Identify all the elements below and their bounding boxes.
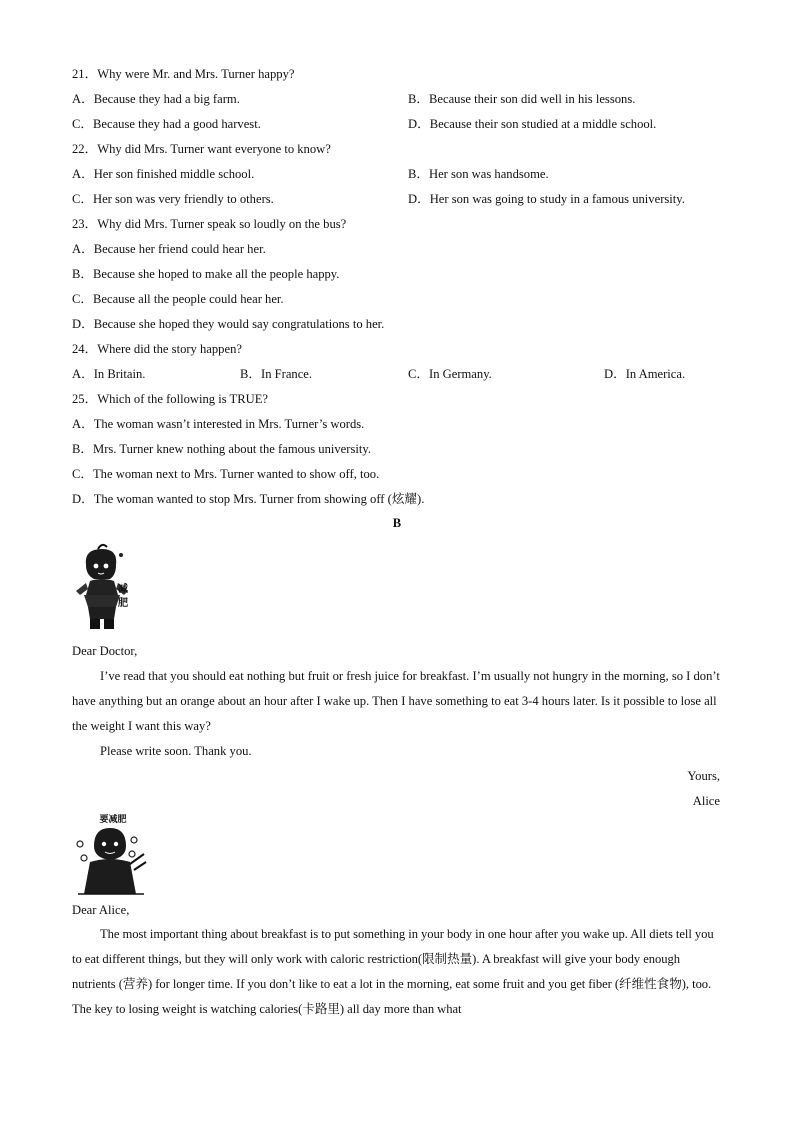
question-24-option-c: C．In Germany.	[408, 367, 492, 381]
dieting-caption: 减肥	[118, 584, 128, 609]
question-23-option-a: A．Because her friend could hear her.	[72, 242, 266, 256]
question-22-option-b: B．Her son was handsome.	[408, 167, 549, 181]
question-23-option-b: B．Because she hoped to make all the people happy.	[72, 267, 340, 281]
question-21-option-a: A．Because they had a big farm.	[72, 92, 240, 106]
letter1-greeting: Dear Doctor,	[72, 644, 138, 658]
question-22-option-d: D．Her son was going to study in a famous university.	[408, 192, 685, 206]
question-22-option-a: A．Her son finished middle school.	[72, 167, 255, 181]
question-24-option-a: A．In Britain.	[72, 367, 146, 381]
question-24-option-b: B．In France.	[240, 367, 313, 381]
question-22-option-c: C．Her son was very friendly to others.	[72, 192, 274, 206]
question-21-stem: 21．Why were Mr. and Mrs. Turner happy?	[72, 67, 295, 81]
letter2-greeting: Dear Alice,	[72, 903, 130, 917]
section-label: B	[392, 516, 402, 530]
question-25-stem: 25．Which of the following is TRUE?	[72, 392, 268, 406]
question-22-stem: 22．Why did Mrs. Turner want everyone to know?	[72, 142, 331, 156]
question-24-stem: 24．Where did the story happen?	[72, 342, 242, 356]
dieting-girl-illustration	[72, 543, 134, 633]
question-23-stem: 23．Why did Mrs. Turner speak so loudly on the bus?	[72, 217, 347, 231]
question-21-option-c: C．Because they had a good harvest.	[72, 117, 261, 131]
letter1-closing: Please write soon. Thank you.	[100, 744, 252, 758]
question-25-option-a: A．The woman wasn’t interested in Mrs. Turner’s words.	[72, 417, 365, 431]
question-24-option-d: D．In America.	[604, 367, 686, 381]
letter1-signoff: Yours,	[687, 769, 720, 783]
doctor-caption: 要减肥	[99, 815, 127, 825]
question-21-option-d: D．Because their son studied at a middle school.	[408, 117, 657, 131]
question-25-option-d: D．The woman wanted to stop Mrs. Turner from showing off (炫耀).	[72, 492, 425, 506]
letter1-signature: Alice	[692, 794, 720, 808]
letter2-body: The most important thing about breakfast is to put something in your body in one hour after you wake up. All diets tell you to eat different things, but they will only work with caloric restriction(限制热量). A breakfast will give your body enough nutrients (营养) for longer time. If you don’t like to eat a lot in the morning, eat some fruit and you get fiber (纤维性食物), too. The key to losing weight is watching calories(卡路里) all day more than what	[72, 927, 714, 1016]
question-23-option-c: C．Because all the people could hear her.	[72, 292, 284, 306]
question-25-option-c: C．The woman next to Mrs. Turner wanted to show off, too.	[72, 467, 380, 481]
question-21-option-b: B．Because their son did well in his lessons.	[408, 92, 636, 106]
doctor-illustration	[74, 814, 148, 898]
question-23-option-d: D．Because she hoped they would say congratulations to her.	[72, 317, 385, 331]
question-25-option-b: B．Mrs. Turner knew nothing about the famous university.	[72, 442, 371, 456]
letter1-body: I’ve read that you should eat nothing but fruit or fresh juice for breakfast. I’m usually not hungry in the morning, so I don’t have anything but an orange about an hour after I wake up. Then I have something to eat 3-4 hours later. Is it possible to lose all the weight I want this way?	[72, 669, 720, 733]
